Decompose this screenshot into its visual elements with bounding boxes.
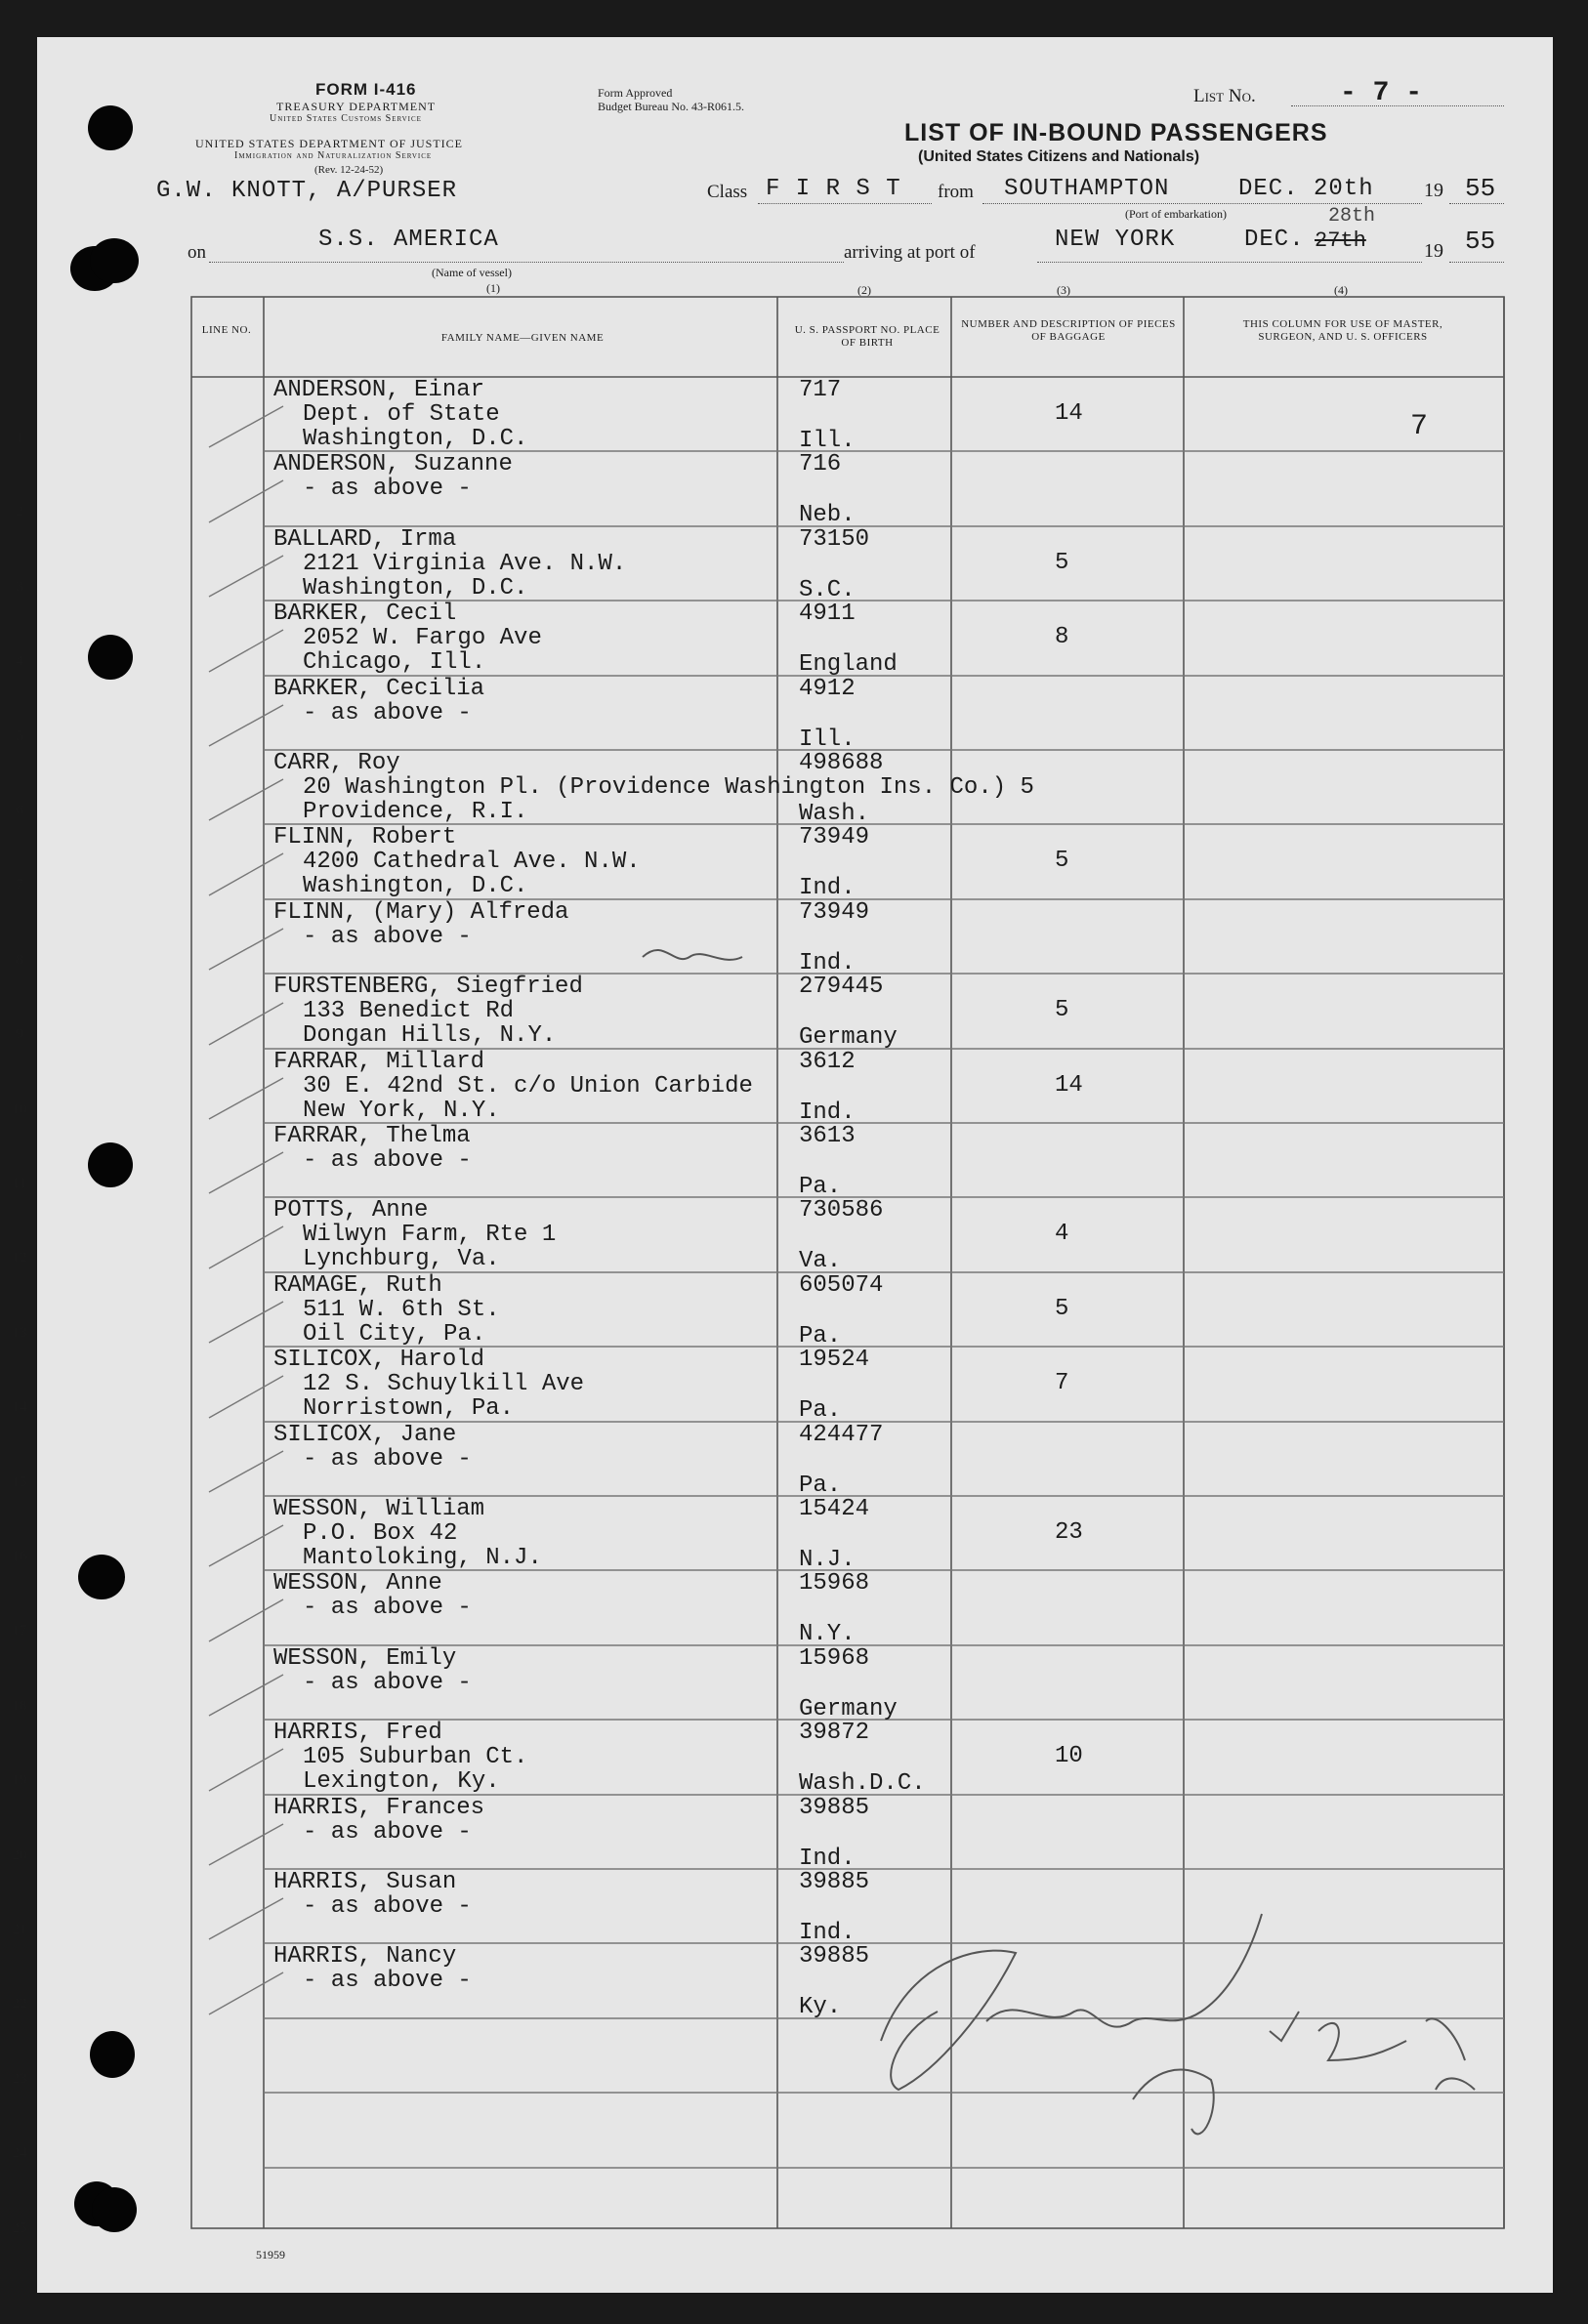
address-line-1: - as above - [303, 1147, 472, 1174]
binder-hole [78, 1555, 125, 1599]
ins-service: Immigration and Naturalization Service [234, 150, 433, 161]
handwritten-note [1270, 2060, 1316, 2071]
vessel-name: S.S. AMERICA [318, 227, 499, 253]
address-line-2: Washington, D.C. [303, 575, 528, 602]
address-line-1: 30 E. 42nd St. c/o Union Carbide [303, 1073, 753, 1100]
passenger-name: WESSON, Emily [273, 1645, 457, 1672]
passenger-name: POTTS, Anne [273, 1197, 429, 1224]
address-line-1: - as above - [303, 1968, 472, 1994]
address-line-2: Dongan Hills, N.Y. [303, 1022, 557, 1049]
baggage-count: 5 [1055, 848, 1069, 874]
form-number: FORM I-416 [315, 80, 417, 99]
passport-number: 605074 [799, 1272, 884, 1299]
address-line-1: 4200 Cathedral Ave. N.W. [303, 849, 641, 875]
line-number: 14 [12, 1399, 27, 1415]
list-no-label: List No. [1193, 86, 1256, 106]
place-of-birth: Wash. [799, 801, 870, 827]
address-line-1: - as above - [303, 1819, 472, 1846]
col3-label: (3) [1057, 283, 1070, 297]
passport-number: 15424 [799, 1496, 870, 1522]
justice-dept: UNITED STATES DEPARTMENT OF JUSTICE [195, 137, 464, 150]
col-header-passport: U. S. PASSPORT NO. PLACE OF BIRTH [794, 324, 940, 349]
passport-number: 39885 [799, 1869, 870, 1895]
passenger-name: HARRIS, Susan [273, 1869, 457, 1895]
passenger-name: ANDERSON, Suzanne [273, 451, 513, 477]
footer-code: 51959 [256, 2248, 285, 2262]
on-label: on [188, 242, 206, 263]
passport-number: 39885 [799, 1795, 870, 1821]
class-value: F I R S T [766, 176, 901, 202]
passenger-name: RAMAGE, Ruth [273, 1272, 442, 1299]
address-line-1: - as above - [303, 1670, 472, 1696]
col4-label: (4) [1334, 283, 1348, 297]
baggage-count: 10 [1055, 1743, 1083, 1769]
from-label: from [938, 182, 974, 202]
passenger-name: SILICOX, Harold [273, 1347, 485, 1373]
passenger-name: HARRIS, Nancy [273, 1943, 457, 1970]
line-number: 18 [12, 1698, 27, 1714]
arrival-day-struck: 27th [1315, 228, 1366, 253]
place-of-birth: N.Y. [799, 1621, 856, 1647]
passenger-name: FARRAR, Millard [273, 1049, 485, 1075]
passport-number: 4911 [799, 601, 856, 627]
line-number: 8 [16, 952, 23, 968]
address-line-1: 133 Benedict Rd [303, 998, 515, 1024]
address-line-1: 20 Washington Pl. (Providence Washington Ins. Co.) 5 [303, 774, 1034, 801]
passenger-name: BARKER, Cecil [273, 601, 457, 627]
passport-number: 424477 [799, 1422, 884, 1448]
place-of-birth: Germany [799, 1696, 898, 1722]
address-line-2: Providence, R.I. [303, 799, 528, 825]
arrival-day-corrected: 28th [1328, 205, 1376, 228]
passenger-name: FARRAR, Thelma [273, 1123, 471, 1149]
place-of-birth: Germany [799, 1024, 898, 1051]
place-of-birth: Pa. [799, 1174, 842, 1200]
passport-number: 15968 [799, 1570, 870, 1597]
arriving-label: arriving at port of [844, 242, 976, 263]
passport-number: 39872 [799, 1720, 870, 1746]
line-number: 22 [12, 1996, 27, 2012]
line-number: 25 [12, 2220, 27, 2236]
departure-date: DEC. 20th [1238, 176, 1374, 202]
place-of-birth: S.C. [799, 577, 856, 603]
address-line-2: Washington, D.C. [303, 426, 528, 452]
vessel-label: (Name of vessel) [432, 266, 512, 279]
departure-year: 55 [1465, 174, 1496, 203]
place-of-birth: Ind. [799, 1100, 856, 1126]
departure-port: SOUTHAMPTON [1004, 176, 1170, 202]
line-number: 17 [12, 1623, 27, 1639]
arrival-port: NEW YORK [1055, 227, 1176, 253]
address-line-1: 511 W. 6th St. [303, 1297, 500, 1323]
passenger-name: HARRIS, Fred [273, 1720, 442, 1746]
place-of-birth: Ky. [799, 1994, 842, 2020]
baggage-count: 23 [1055, 1519, 1083, 1546]
revision-date: (Rev. 12-24-52) [314, 164, 384, 176]
passport-number: 3613 [799, 1123, 856, 1149]
line-number: 21 [12, 1922, 27, 1937]
passport-number: 39885 [799, 1943, 870, 1970]
arrival-month: DEC. [1244, 227, 1305, 253]
line-number: 7 [16, 877, 23, 892]
passenger-name: BALLARD, Irma [273, 526, 457, 553]
address-line-2: Washington, D.C. [303, 873, 528, 899]
passport-number: 279445 [799, 974, 884, 1000]
address-line-2: Norristown, Pa. [303, 1395, 515, 1422]
address-line-1: 105 Suburban Ct. [303, 1744, 528, 1770]
place-of-birth: N.J. [799, 1547, 856, 1573]
form-approved: Form Approved [598, 86, 673, 100]
col1-label: (1) [486, 281, 500, 295]
baggage-count: 5 [1055, 997, 1069, 1023]
year-prefix: 19 [1424, 180, 1443, 201]
place-of-birth: Ind. [799, 875, 856, 901]
passport-number: 73949 [799, 899, 870, 926]
passport-number: 15968 [799, 1645, 870, 1672]
line-number: 13 [12, 1325, 27, 1341]
line-number: 10 [12, 1101, 27, 1117]
budget-bureau: Budget Bureau No. 43-R061.5. [598, 100, 744, 113]
baggage-count: 8 [1055, 624, 1069, 650]
place-of-birth: Wash.D.C. [799, 1770, 926, 1797]
address-line-2: Mantoloking, N.J. [303, 1545, 542, 1571]
address-line-1: - as above - [303, 1446, 472, 1473]
address-line-1: - as above - [303, 924, 472, 950]
address-line-1: Wilwyn Farm, Rte 1 [303, 1222, 557, 1248]
baggage-count: 7 [1055, 1370, 1069, 1396]
line-number: 11 [12, 1176, 27, 1191]
line-number: 12 [12, 1250, 27, 1266]
purser-name: G.W. KNOTT, A/PURSER [156, 178, 458, 204]
baggage-count: 5 [1055, 550, 1069, 576]
passport-number: 73949 [799, 824, 870, 851]
passport-number: 717 [799, 377, 842, 403]
passenger-name: WESSON, Anne [273, 1570, 442, 1597]
place-of-birth: Neb. [799, 502, 856, 528]
line-number: 5 [16, 728, 23, 744]
customs-service: United States Customs Service [270, 113, 422, 124]
place-of-birth: Ind. [799, 1846, 856, 1872]
address-line-2: New York, N.Y. [303, 1098, 500, 1124]
address-line-2: Lynchburg, Va. [303, 1246, 500, 1272]
place-of-birth: Ill. [799, 428, 856, 454]
class-label: Class [707, 182, 748, 202]
baggage-count: 5 [1055, 1296, 1069, 1322]
place-of-birth: Ind. [799, 1920, 856, 1946]
line-number: 3 [16, 579, 23, 595]
binder-hole [88, 105, 133, 150]
baggage-count: 4 [1055, 1221, 1069, 1247]
place-of-birth: England [799, 651, 898, 678]
line-number: 1 [16, 430, 23, 445]
passport-number: 730586 [799, 1197, 884, 1224]
passenger-name: HARRIS, Frances [273, 1795, 485, 1821]
binder-hole [88, 1142, 133, 1187]
col-header-baggage: NUMBER AND DESCRIPTION OF PIECES OF BAGGAGE [961, 318, 1176, 343]
col2-label: (2) [857, 283, 871, 297]
officer-note: 7 [1410, 410, 1429, 443]
line-number: 19 [12, 1772, 27, 1788]
line-number: 4 [16, 653, 23, 669]
passenger-name: CARR, Roy [273, 750, 400, 776]
address-line-2: Lexington, Ky. [303, 1768, 500, 1795]
passenger-name: ANDERSON, Einar [273, 377, 485, 403]
baggage-count: 14 [1055, 1072, 1083, 1099]
passenger-name: SILICOX, Jane [273, 1422, 457, 1448]
address-line-1: - as above - [303, 1595, 472, 1621]
place-of-birth: Pa. [799, 1397, 842, 1424]
signature [938, 2012, 992, 2022]
address-line-1: - as above - [303, 700, 472, 726]
place-of-birth: Ill. [799, 726, 856, 753]
treasury-dept: TREASURY DEPARTMENT [276, 100, 437, 113]
binder-hole [88, 635, 133, 680]
place-of-birth: Pa. [799, 1323, 842, 1349]
binder-hole [90, 2031, 135, 2078]
arrival-year: 55 [1465, 227, 1496, 256]
passenger-name: FURSTENBERG, Siegfried [273, 974, 583, 1000]
passenger-name: FLINN, (Mary) Alfreda [273, 899, 569, 926]
address-line-1: - as above - [303, 1893, 472, 1920]
address-line-1: 12 S. Schuylkill Ave [303, 1371, 585, 1397]
passport-number: 498688 [799, 750, 884, 776]
place-of-birth: Va. [799, 1248, 842, 1274]
line-number: 15 [12, 1474, 27, 1490]
line-number: 9 [16, 1026, 23, 1042]
passenger-name: WESSON, William [273, 1496, 485, 1522]
baggage-count: 14 [1055, 400, 1083, 427]
passenger-name: FLINN, Robert [273, 824, 457, 851]
address-line-1: Dept. of State [303, 401, 500, 428]
address-line-2: Oil City, Pa. [303, 1321, 486, 1348]
document-page [37, 37, 1553, 2293]
binder-hole [92, 2187, 137, 2232]
passport-number: 73150 [799, 526, 870, 553]
place-of-birth: Ind. [799, 950, 856, 976]
port-embarkation-label: (Port of embarkation) [1125, 207, 1227, 221]
line-number: 23 [12, 2071, 27, 2087]
list-no-value: - 7 - [1340, 78, 1423, 108]
line-number: 16 [12, 1549, 27, 1564]
col-header-line: LINE NO. [201, 324, 252, 336]
passport-number: 3612 [799, 1049, 856, 1075]
passport-number: 4912 [799, 676, 856, 702]
line-number: 2 [16, 504, 23, 519]
address-line-1: 2052 W. Fargo Ave [303, 625, 542, 651]
col-header-officers: THIS COLUMN FOR USE OF MASTER, SURGEON, AND U. S. OFFICERS [1242, 318, 1443, 343]
year-prefix-2: 19 [1424, 240, 1443, 262]
line-number: 20 [12, 1847, 27, 1863]
passport-number: 19524 [799, 1347, 870, 1373]
address-line-2: Chicago, Ill. [303, 649, 486, 676]
address-line-1: P.O. Box 42 [303, 1520, 458, 1547]
address-line-1: - as above - [303, 476, 472, 502]
page-title: LIST OF IN-BOUND PASSENGERS [904, 119, 1328, 146]
line-number: 24 [12, 2145, 27, 2161]
address-line-1: 2121 Virginia Ave. N.W. [303, 551, 627, 577]
place-of-birth: Pa. [799, 1473, 842, 1499]
passenger-name: BARKER, Cecilia [273, 676, 485, 702]
col-header-name: FAMILY NAME—GIVEN NAME [440, 332, 605, 344]
binder-hole [90, 238, 139, 283]
line-number: 6 [16, 803, 23, 818]
passport-number: 716 [799, 451, 842, 477]
page-subtitle: (United States Citizens and Nationals) [918, 148, 1200, 165]
